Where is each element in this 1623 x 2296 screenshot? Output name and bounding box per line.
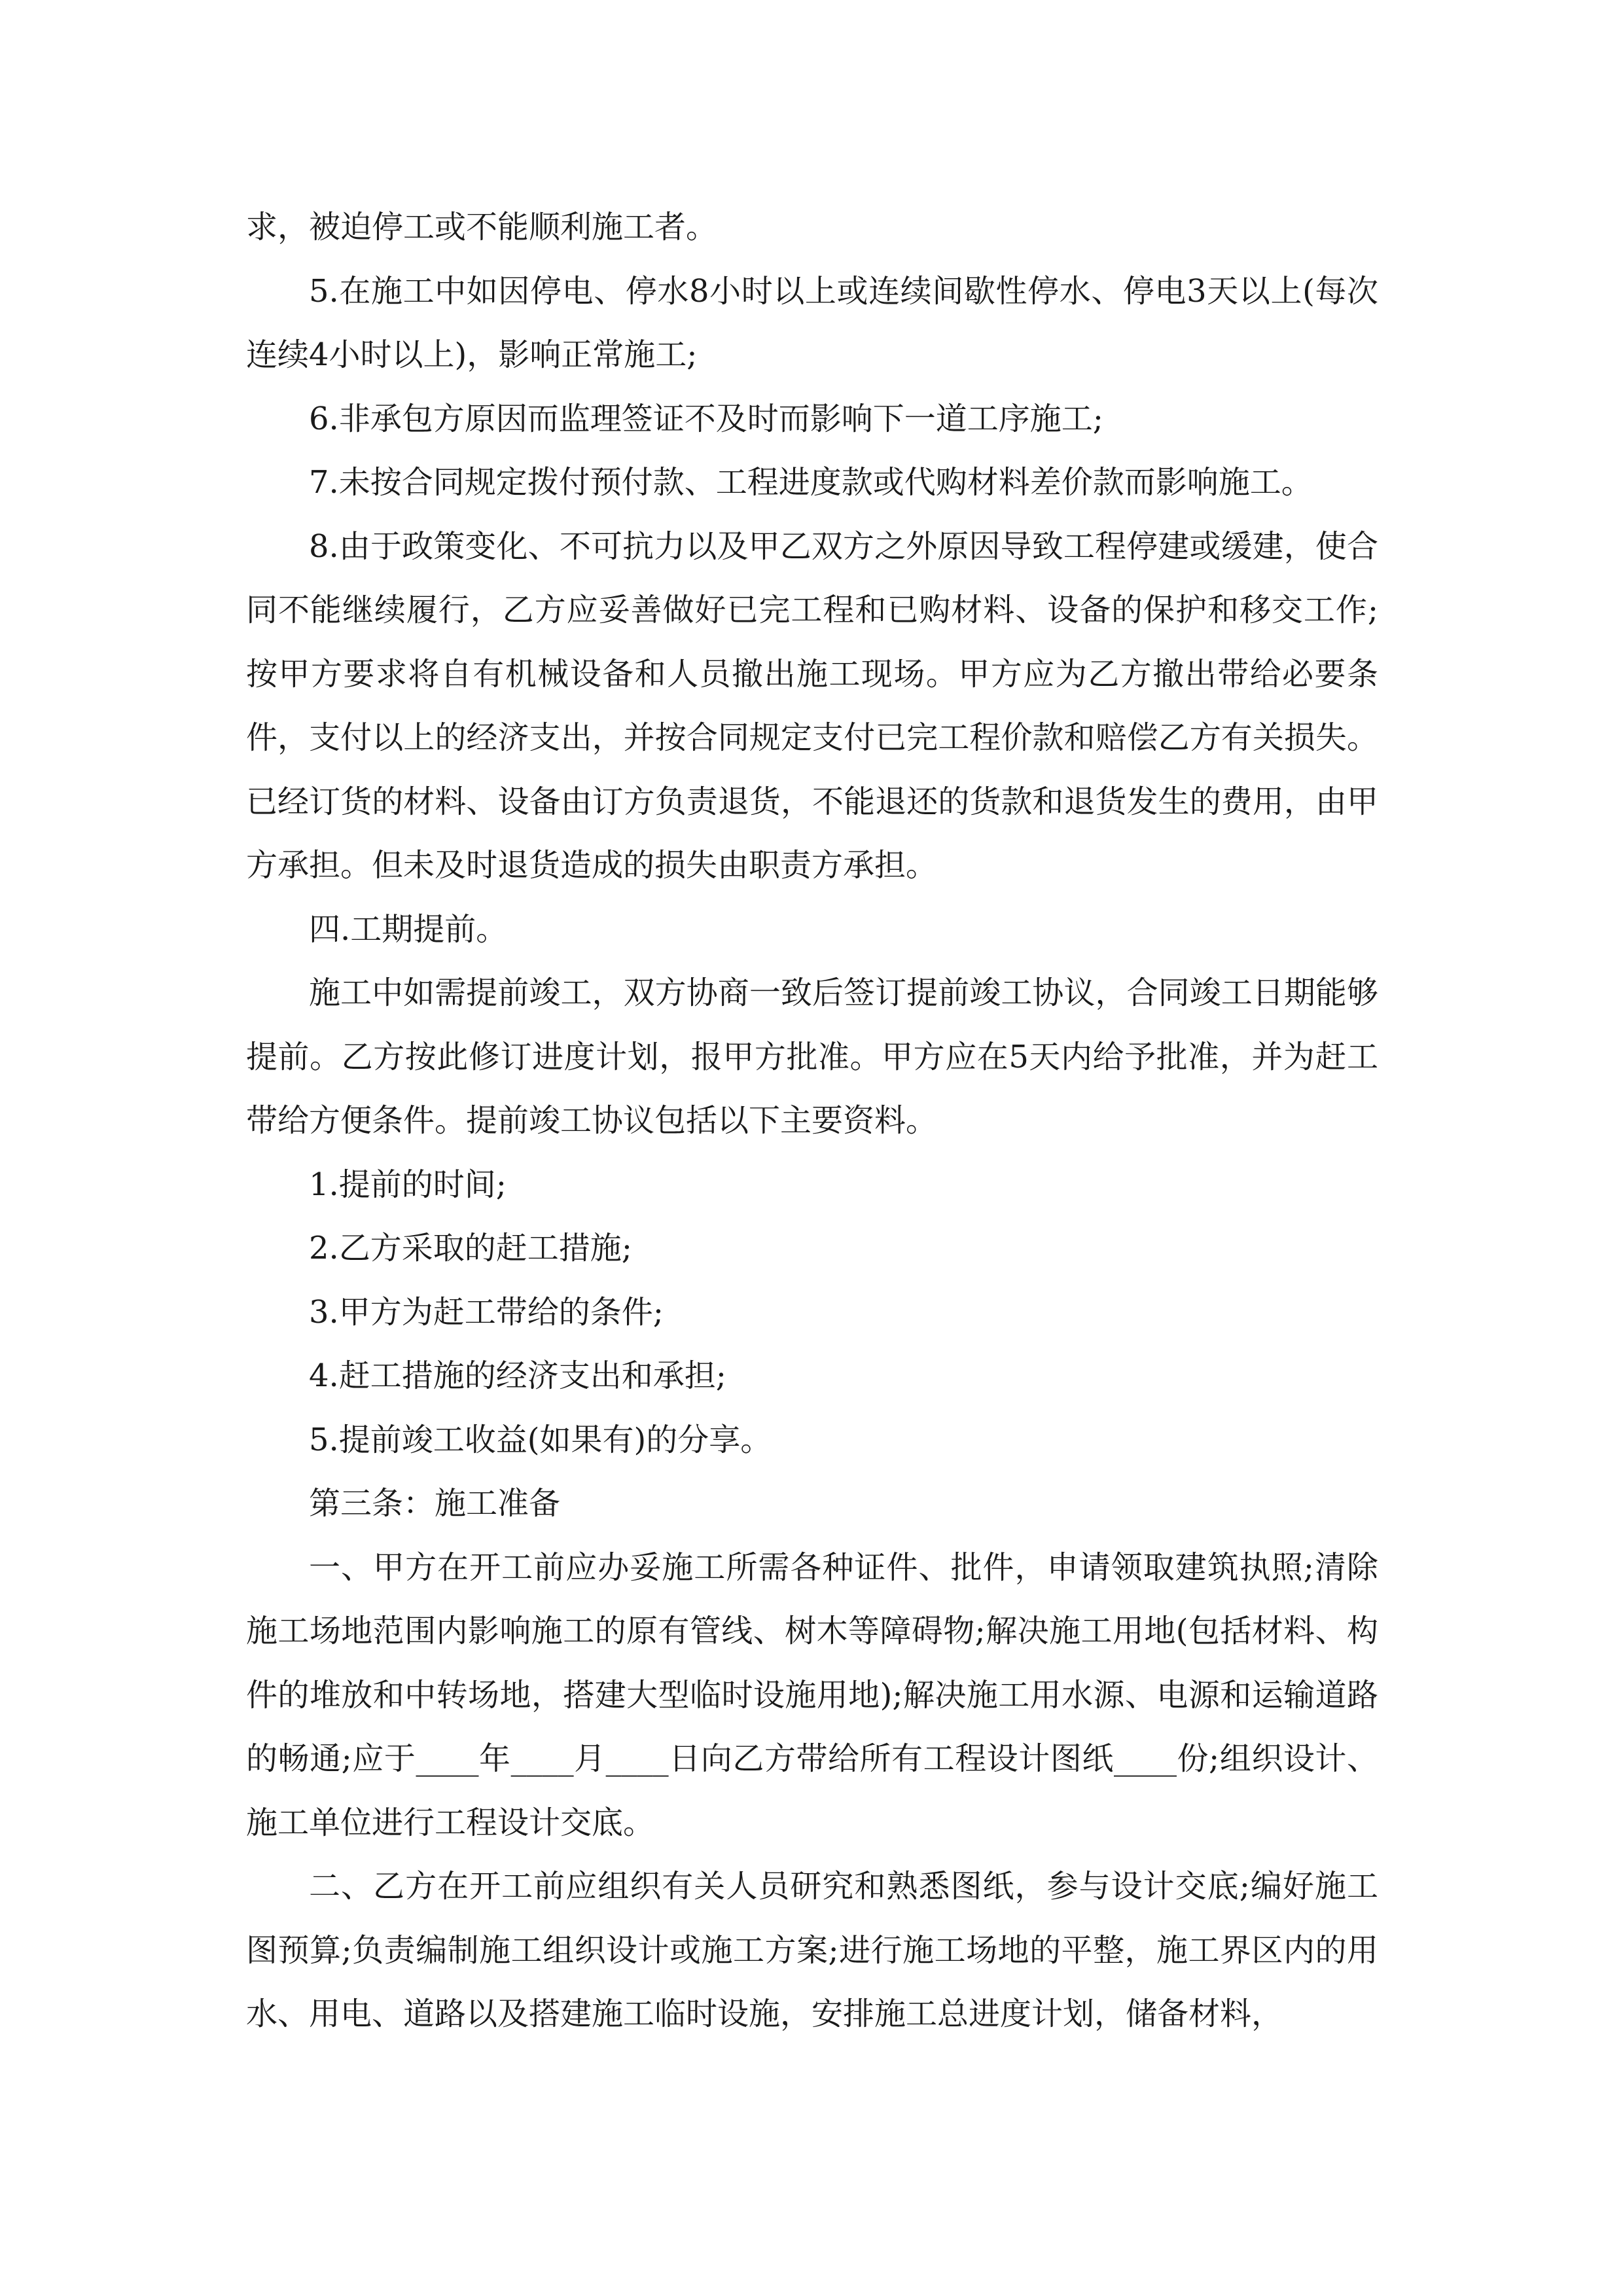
paragraph: 5.在施工中如因停电、停水8小时以上或连续间歇性停水、停电3天以上(每次连续4小时以上)，影响正常施工;: [246, 272, 1378, 373]
list-item: 1.提前的时间;: [309, 1166, 507, 1203]
paragraph: 8.由于政策变化、不可抗力以及甲乙双方之外原因导致工程停建或缓建，使合同不能继续履行，乙方应妥善做好已完工程和已购材料、设备的保护和移交工作;按甲方要求将自有机械设备和人员撤出施工现场。甲方应为乙方撤出带给必要条件，支付以上的经济支出，并按合同规定支付已完工程价款和赔偿乙方有关损失。已经订货的材料、设备由订方负责退货，不能退还的货款和退货发生的费用，由甲方承担。但未及时退货造成的损失由职责方承担。: [246, 528, 1378, 884]
paragraph: 7.未按合同规定拨付预付款、工程进度款或代购材料差价款而影响施工。: [309, 464, 1313, 501]
paragraph: 求，被迫停工或不能顺利施工者。: [246, 209, 718, 245]
paragraph: 6.非承包方原因而监理签证不及时而影响下一道工序施工;: [309, 400, 1103, 437]
list-item: 2.乙方采取的赶工措施;: [309, 1230, 632, 1266]
paragraph: 施工中如需提前竣工，双方协商一致后签订提前竣工协议，合同竣工日期能够提前。乙方按此修订进度计划，报甲方批准。甲方应在5天内给予批准，并为赶工带给方便条件。提前竣工协议包括以下主要资料。: [246, 975, 1378, 1139]
document-body: [246, 196, 1378, 2047]
section-heading: 四.工期提前。: [309, 910, 508, 948]
paragraph: 一、甲方在开工前应办妥施工所需各种证件、批件，申请领取建筑执照;清除施工场地范围内影响施工的原有管线、树木等障碍物;解决施工用地(包括材料、构件的堆放和中转场地，搭建大型临时设施用地);解决施工用水源、电源和运输道路的畅通;应于____年____月____日向乙方带给所有工程设计图纸____份;组织设计、施工单位进行工程设计交底。: [246, 1549, 1378, 1841]
list-item: 3.甲方为赶工带给的条件;: [309, 1293, 664, 1331]
list-item: 5.提前竣工收益(如果有)的分享。: [309, 1421, 772, 1458]
list-item: 4.赶工措施的经济支出和承担;: [309, 1357, 726, 1394]
article-heading: 第三条：施工准备: [309, 1485, 561, 1522]
paragraph: 二、乙方在开工前应组织有关人员研究和熟悉图纸，参与设计交底;编好施工图预算;负责编制施工组织设计或施工方案;进行施工场地的平整，施工界区内的用水、用电、道路以及搭建施工临时设施，安排施工总进度计划，储备材料，: [246, 1868, 1378, 2032]
